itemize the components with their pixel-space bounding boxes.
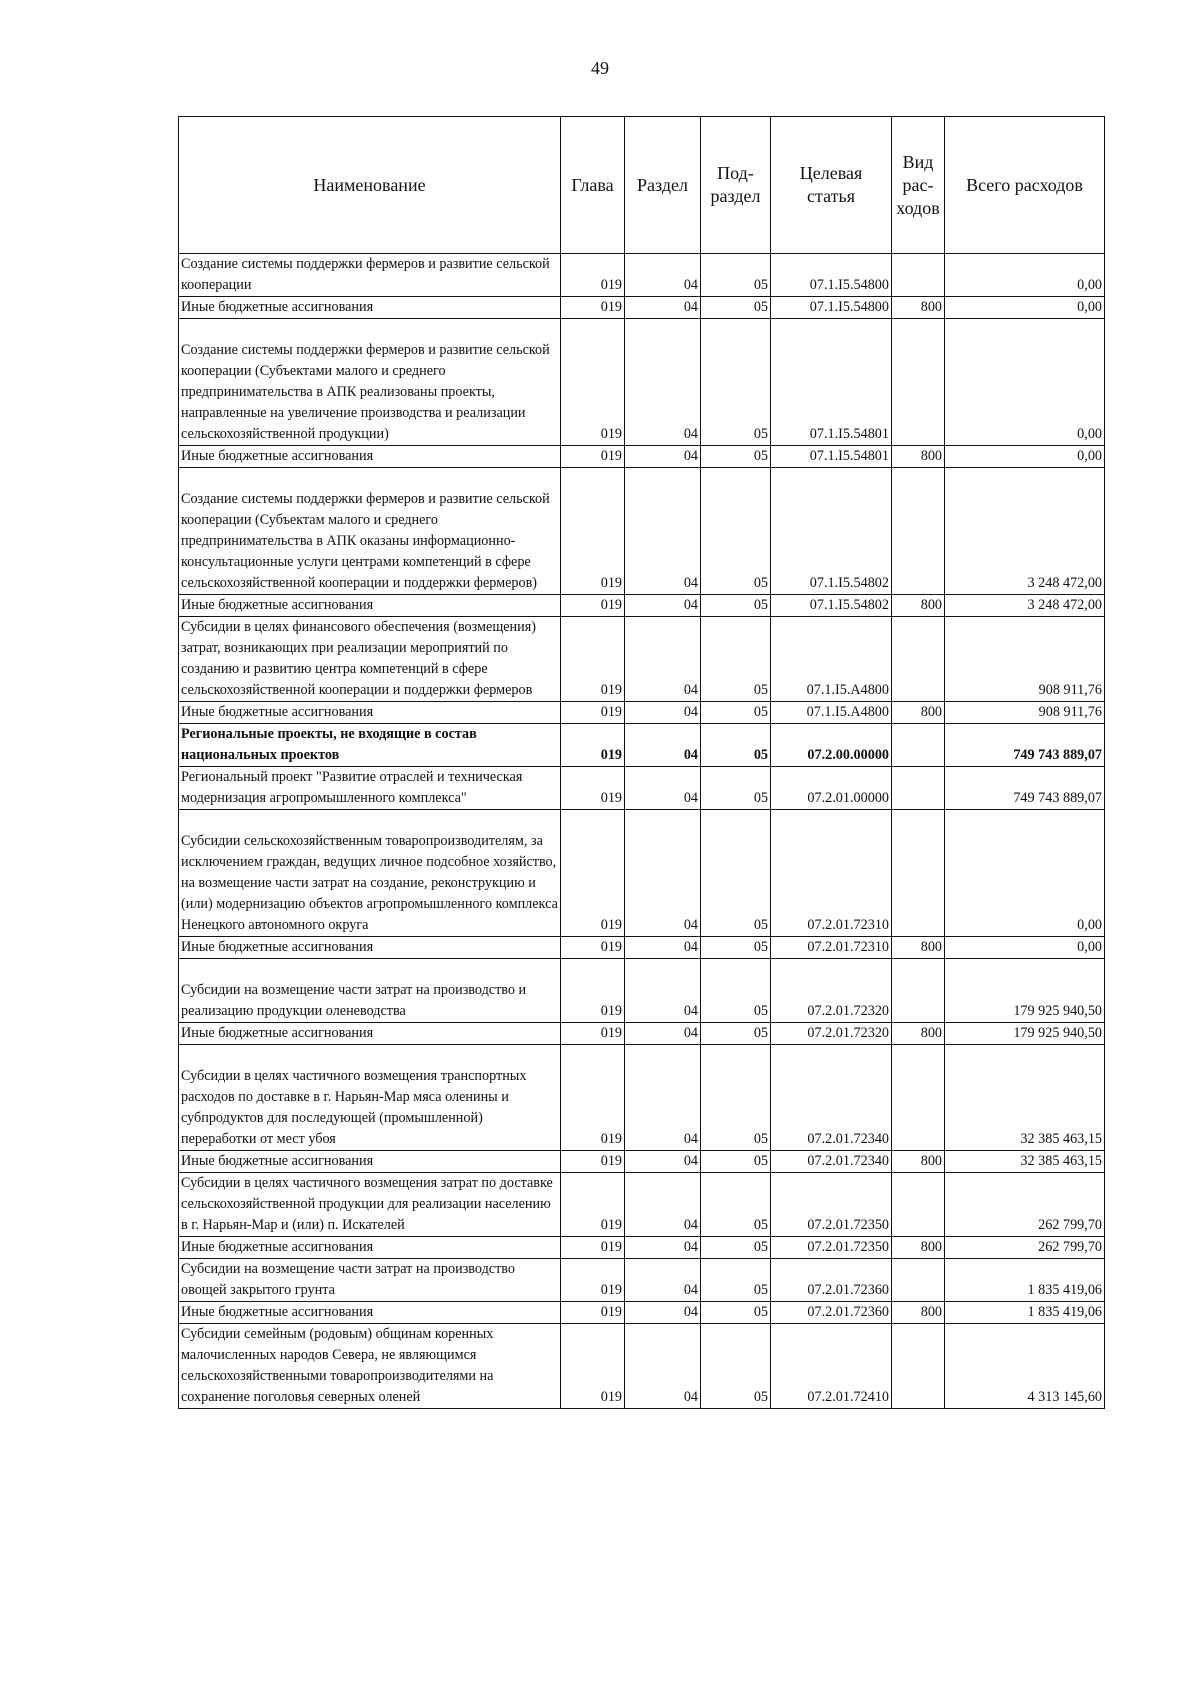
header-section: Раздел [625,117,701,254]
cell-name: Иные бюджетные ассигнования [179,1237,561,1259]
cell-section: 04 [625,1173,701,1237]
cell-chapter: 019 [561,937,625,959]
cell-chapter: 019 [561,1151,625,1173]
cell-subsection: 05 [701,1023,771,1045]
cell-expense-kind: 800 [892,446,945,468]
cell-chapter: 019 [561,617,625,702]
cell-expense-kind [892,1045,945,1151]
cell-target-article: 07.1.I5.54800 [771,297,892,319]
cell-section: 04 [625,468,701,595]
cell-total: 908 911,76 [945,617,1105,702]
cell-expense-kind: 800 [892,1023,945,1045]
table-row [179,810,1105,937]
cell-name: Иные бюджетные ассигнования [179,937,561,959]
cell-expense-kind: 800 [892,1237,945,1259]
header-subsection: Под- раздел [701,117,771,254]
cell-total: 0,00 [945,937,1105,959]
cell-subsection: 05 [701,810,771,937]
table-row [179,1259,1105,1302]
cell-name: Создание системы поддержки фермеров и развитие сельской кооперации (Субъектами малого и среднего предпринимательства в АПК реализованы проекты, направленные на увеличение производства и реализации сельскохозяйственной продукции) [179,319,561,446]
cell-subsection: 05 [701,617,771,702]
cell-section: 04 [625,1302,701,1324]
cell-name: Иные бюджетные ассигнования [179,595,561,617]
table-row [179,319,1105,446]
cell-chapter: 019 [561,1237,625,1259]
cell-section: 04 [625,937,701,959]
cell-total: 1 835 419,06 [945,1259,1105,1302]
table-row [179,1045,1105,1151]
cell-chapter: 019 [561,468,625,595]
table-row [179,1151,1105,1173]
cell-subsection: 05 [701,1237,771,1259]
cell-total: 3 248 472,00 [945,595,1105,617]
cell-total: 262 799,70 [945,1237,1105,1259]
cell-expense-kind [892,1173,945,1237]
cell-section: 04 [625,595,701,617]
cell-subsection: 05 [701,1173,771,1237]
cell-subsection: 05 [701,254,771,297]
cell-section: 04 [625,767,701,810]
cell-expense-kind: 800 [892,702,945,724]
cell-chapter: 019 [561,702,625,724]
cell-target-article: 07.1.I5.A4800 [771,702,892,724]
cell-name: Субсидии на возмещение части затрат на производство и реализацию продукции оленеводства [179,959,561,1023]
cell-total: 3 248 472,00 [945,468,1105,595]
cell-section: 04 [625,617,701,702]
cell-total: 749 743 889,07 [945,767,1105,810]
cell-total: 4 313 145,60 [945,1324,1105,1409]
cell-section: 04 [625,724,701,767]
cell-chapter: 019 [561,297,625,319]
cell-section: 04 [625,1324,701,1409]
cell-section: 04 [625,319,701,446]
cell-chapter: 019 [561,1023,625,1045]
cell-total: 0,00 [945,254,1105,297]
cell-total: 908 911,76 [945,702,1105,724]
table-row [179,1302,1105,1324]
cell-subsection: 05 [701,724,771,767]
cell-total: 32 385 463,15 [945,1045,1105,1151]
cell-target-article: 07.1.I5.54801 [771,319,892,446]
cell-subsection: 05 [701,1324,771,1409]
cell-target-article: 07.2.01.00000 [771,767,892,810]
table-row [179,959,1105,1023]
cell-section: 04 [625,297,701,319]
cell-expense-kind: 800 [892,1151,945,1173]
cell-total: 179 925 940,50 [945,959,1105,1023]
cell-total: 179 925 940,50 [945,1023,1105,1045]
cell-name: Субсидии семейным (родовым) общинам коренных малочисленных народов Севера, не являющимся сельскохозяйственными товаропроизводителями на сохранение поголовья северных оленей [179,1324,561,1409]
cell-expense-kind [892,959,945,1023]
cell-subsection: 05 [701,937,771,959]
cell-chapter: 019 [561,1259,625,1302]
cell-expense-kind [892,767,945,810]
table-row [179,595,1105,617]
cell-subsection: 05 [701,446,771,468]
cell-expense-kind [892,254,945,297]
cell-name: Субсидии в целях частичного возмещения затрат по доставке сельскохозяйственной продукции для реализации населению в г. Нарьян-Мар и (или) п. Искателей [179,1173,561,1237]
cell-name: Субсидии сельскохозяйственным товаропроизводителям, за исключением граждан, ведущих личное подсобное хозяйство, на возмещение части затрат на создание, реконструкцию и (или) модернизацию объектов агропромышленного комплекса Ненецкого автономного округа [179,810,561,937]
cell-name: Создание системы поддержки фермеров и развитие сельской кооперации [179,254,561,297]
cell-target-article: 07.1.I5.54802 [771,468,892,595]
cell-expense-kind [892,1324,945,1409]
header-name: Наименование [179,117,561,254]
cell-section: 04 [625,702,701,724]
cell-target-article: 07.2.01.72320 [771,959,892,1023]
cell-section: 04 [625,1151,701,1173]
cell-target-article: 07.2.00.00000 [771,724,892,767]
cell-total: 32 385 463,15 [945,1151,1105,1173]
cell-name: Субсидии на возмещение части затрат на производство овощей закрытого грунта [179,1259,561,1302]
cell-name: Иные бюджетные ассигнования [179,702,561,724]
cell-chapter: 019 [561,1173,625,1237]
cell-name: Создание системы поддержки фермеров и развитие сельской кооперации (Субъектам малого и среднего предпринимательства в АПК оказаны информационно-консультационные услуги центрами компетенций в сфере сельскохозяйственной кооперации и поддержки фермеров) [179,468,561,595]
cell-expense-kind [892,1259,945,1302]
cell-total: 1 835 419,06 [945,1302,1105,1324]
cell-expense-kind: 800 [892,1302,945,1324]
cell-section: 04 [625,810,701,937]
cell-target-article: 07.2.01.72360 [771,1259,892,1302]
cell-chapter: 019 [561,1045,625,1151]
cell-chapter: 019 [561,319,625,446]
cell-subsection: 05 [701,1302,771,1324]
header-target-article: Целевая статья [771,117,892,254]
cell-target-article: 07.2.01.72310 [771,810,892,937]
table-row [179,1023,1105,1045]
cell-chapter: 019 [561,1324,625,1409]
cell-total: 0,00 [945,810,1105,937]
table-row [179,1173,1105,1237]
cell-chapter: 019 [561,254,625,297]
cell-expense-kind [892,724,945,767]
cell-target-article: 07.1.I5.54800 [771,254,892,297]
cell-target-article: 07.1.I5.A4800 [771,617,892,702]
cell-target-article: 07.2.01.72340 [771,1045,892,1151]
table-row [179,1237,1105,1259]
cell-section: 04 [625,254,701,297]
table-row [179,468,1105,595]
cell-section: 04 [625,1237,701,1259]
cell-total: 0,00 [945,319,1105,446]
cell-target-article: 07.1.I5.54801 [771,446,892,468]
cell-total: 0,00 [945,297,1105,319]
cell-target-article: 07.2.01.72340 [771,1151,892,1173]
table-row [179,297,1105,319]
cell-target-article: 07.2.01.72350 [771,1173,892,1237]
cell-target-article: 07.1.I5.54802 [771,595,892,617]
cell-chapter: 019 [561,810,625,937]
header-total: Всего расходов [945,117,1105,254]
cell-expense-kind [892,617,945,702]
cell-chapter: 019 [561,767,625,810]
cell-name: Иные бюджетные ассигнования [179,297,561,319]
cell-subsection: 05 [701,767,771,810]
cell-target-article: 07.2.01.72320 [771,1023,892,1045]
table-row [179,1324,1105,1409]
cell-subsection: 05 [701,319,771,446]
cell-section: 04 [625,1045,701,1151]
budget-table [178,116,1105,1409]
cell-target-article: 07.2.01.72350 [771,1237,892,1259]
cell-chapter: 019 [561,595,625,617]
cell-name: Иные бюджетные ассигнования [179,446,561,468]
header-row [179,117,1105,254]
table-row [179,446,1105,468]
table-row [179,724,1105,767]
header-expense-kind: Вид рас- ходов [892,117,945,254]
cell-section: 04 [625,446,701,468]
cell-name: Иные бюджетные ассигнования [179,1151,561,1173]
cell-subsection: 05 [701,1045,771,1151]
cell-expense-kind: 800 [892,595,945,617]
cell-name: Иные бюджетные ассигнования [179,1023,561,1045]
cell-section: 04 [625,959,701,1023]
cell-name: Субсидии в целях частичного возмещения транспортных расходов по доставке в г. Нарьян-Мар мяса оленины и субпродуктов для последующей (промышленной) переработки от мест убоя [179,1045,561,1151]
table-row [179,767,1105,810]
cell-chapter: 019 [561,724,625,767]
cell-total: 749 743 889,07 [945,724,1105,767]
cell-subsection: 05 [701,595,771,617]
cell-target-article: 07.2.01.72410 [771,1324,892,1409]
cell-target-article: 07.2.01.72310 [771,937,892,959]
cell-expense-kind [892,468,945,595]
cell-subsection: 05 [701,1151,771,1173]
cell-expense-kind [892,319,945,446]
cell-name: Региональные проекты, не входящие в состав национальных проектов [179,724,561,767]
cell-chapter: 019 [561,446,625,468]
cell-subsection: 05 [701,959,771,1023]
header-chapter: Глава [561,117,625,254]
cell-expense-kind [892,810,945,937]
cell-section: 04 [625,1259,701,1302]
cell-chapter: 019 [561,959,625,1023]
cell-name: Субсидии в целях финансового обеспечения (возмещения) затрат, возникающих при реализации мероприятий по созданию и развитию центра компетенций в сфере сельскохозяйственной кооперации и поддержки фермеров [179,617,561,702]
cell-section: 04 [625,1023,701,1045]
cell-subsection: 05 [701,1259,771,1302]
cell-name: Иные бюджетные ассигнования [179,1302,561,1324]
table-row [179,937,1105,959]
page-number: 49 [591,58,609,78]
cell-chapter: 019 [561,1302,625,1324]
cell-expense-kind: 800 [892,937,945,959]
table-row [179,254,1105,297]
cell-subsection: 05 [701,702,771,724]
cell-name: Региональный проект "Развитие отраслей и техническая модернизация агропромышленного комплекса" [179,767,561,810]
cell-subsection: 05 [701,297,771,319]
cell-total: 0,00 [945,446,1105,468]
cell-target-article: 07.2.01.72360 [771,1302,892,1324]
table-row [179,702,1105,724]
table-row [179,617,1105,702]
cell-expense-kind: 800 [892,297,945,319]
cell-total: 262 799,70 [945,1173,1105,1237]
cell-subsection: 05 [701,468,771,595]
